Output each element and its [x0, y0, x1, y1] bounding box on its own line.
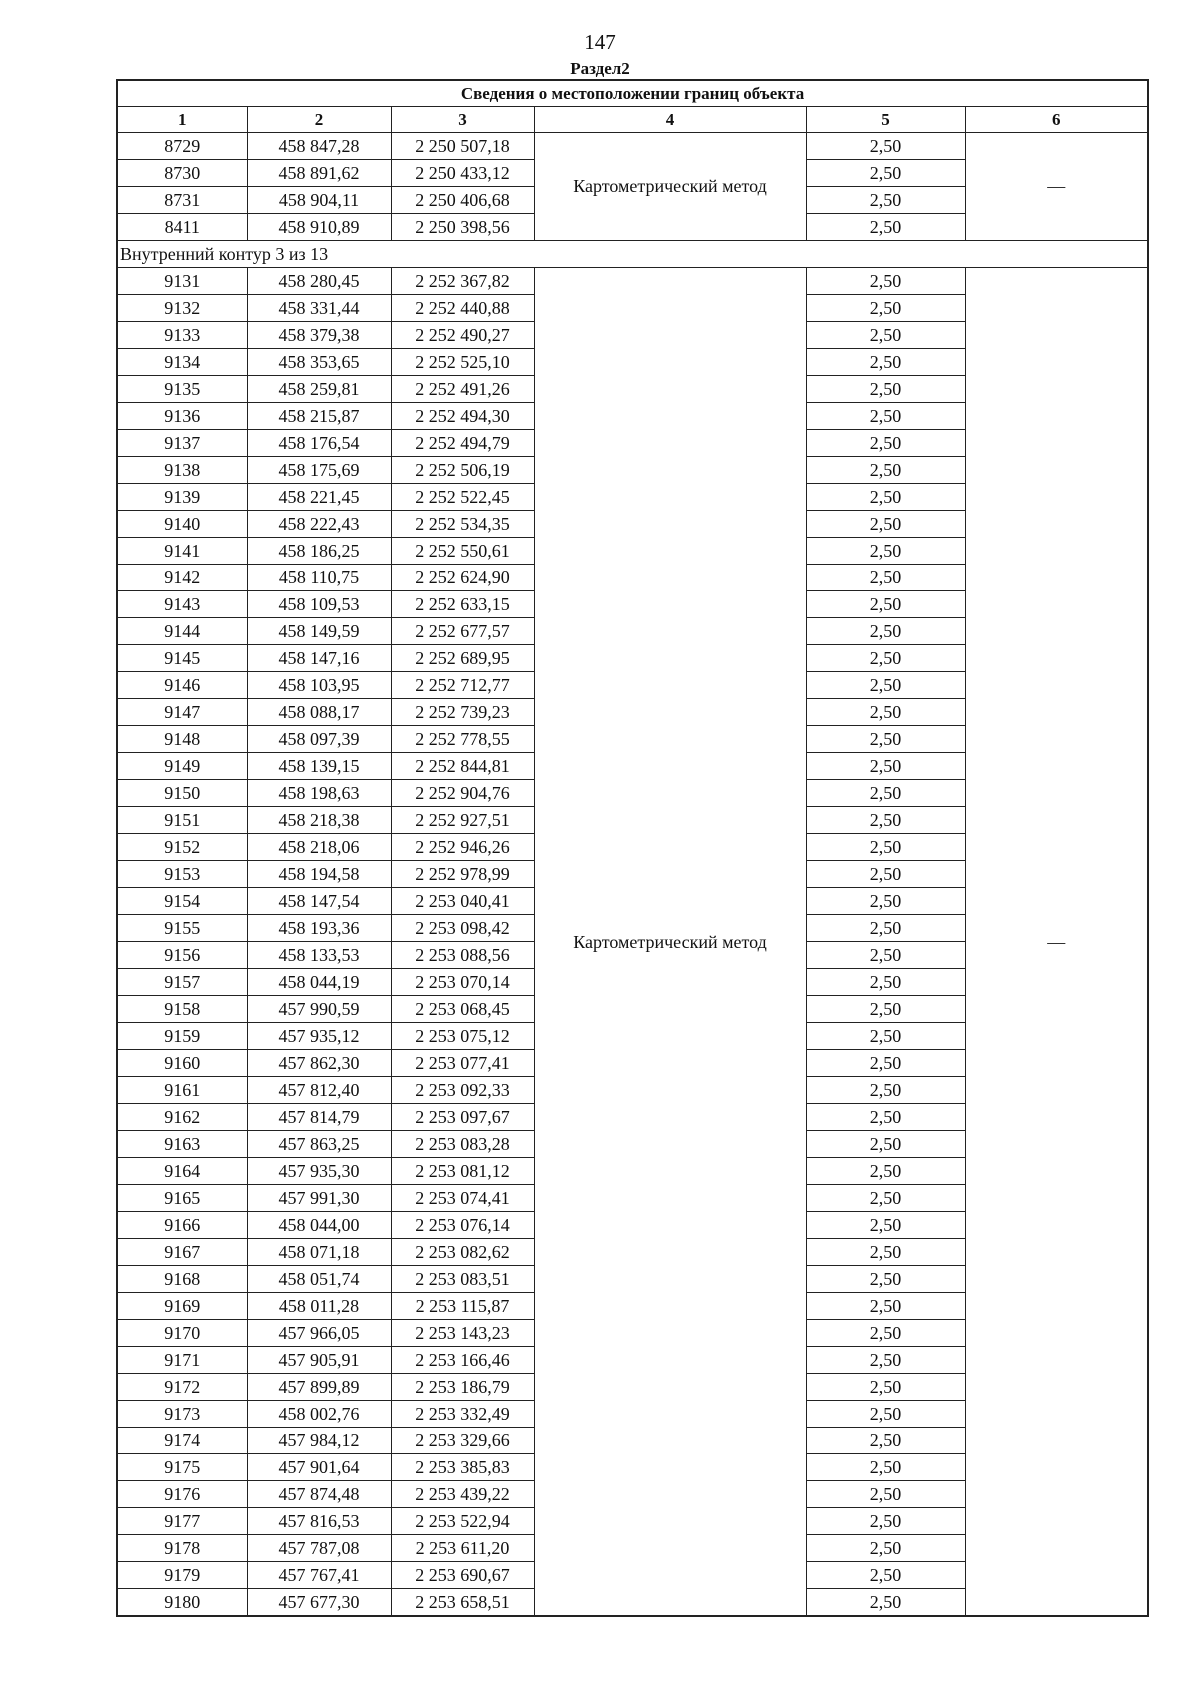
y-coordinate-cell: 2 253 098,42 — [391, 915, 534, 942]
y-coordinate-cell: 2 253 186,79 — [391, 1373, 534, 1400]
x-coordinate-cell: 458 175,69 — [247, 456, 391, 483]
point-number-cell: 9150 — [117, 780, 247, 807]
accuracy-cell: 2,50 — [806, 1292, 965, 1319]
point-number-cell: 9148 — [117, 726, 247, 753]
point-number-cell: 9149 — [117, 753, 247, 780]
x-coordinate-cell: 458 002,76 — [247, 1400, 391, 1427]
point-number-cell: 9154 — [117, 888, 247, 915]
accuracy-cell: 2,50 — [806, 672, 965, 699]
y-coordinate-cell: 2 252 550,61 — [391, 537, 534, 564]
y-coordinate-cell: 2 252 506,19 — [391, 456, 534, 483]
y-coordinate-cell: 2 253 082,62 — [391, 1238, 534, 1265]
point-number-cell: 9166 — [117, 1211, 247, 1238]
y-coordinate-cell: 2 253 083,28 — [391, 1130, 534, 1157]
y-coordinate-cell: 2 253 092,33 — [391, 1076, 534, 1103]
point-number-cell: 9146 — [117, 672, 247, 699]
x-coordinate-cell: 458 133,53 — [247, 942, 391, 969]
accuracy-cell: 2,50 — [806, 1238, 965, 1265]
y-coordinate-cell: 2 252 712,77 — [391, 672, 534, 699]
x-coordinate-cell: 458 186,25 — [247, 537, 391, 564]
accuracy-cell: 2,50 — [806, 1427, 965, 1454]
y-coordinate-cell: 2 252 778,55 — [391, 726, 534, 753]
point-number-cell: 9141 — [117, 537, 247, 564]
point-number-cell: 9137 — [117, 429, 247, 456]
y-coordinate-cell: 2 253 070,14 — [391, 969, 534, 996]
accuracy-cell: 2,50 — [806, 348, 965, 375]
point-number-cell: 9147 — [117, 699, 247, 726]
accuracy-cell: 2,50 — [806, 1346, 965, 1373]
y-coordinate-cell: 2 253 074,41 — [391, 1184, 534, 1211]
accuracy-cell: 2,50 — [806, 294, 965, 321]
x-coordinate-cell: 458 215,87 — [247, 402, 391, 429]
y-coordinate-cell: 2 250 507,18 — [391, 133, 534, 160]
accuracy-cell: 2,50 — [806, 1211, 965, 1238]
point-number-cell: 9167 — [117, 1238, 247, 1265]
point-number-cell: 9178 — [117, 1535, 247, 1562]
x-coordinate-cell: 457 767,41 — [247, 1562, 391, 1589]
y-coordinate-cell: 2 250 433,12 — [391, 159, 534, 186]
y-coordinate-cell: 2 252 494,30 — [391, 402, 534, 429]
accuracy-cell: 2,50 — [806, 753, 965, 780]
accuracy-cell: 2,50 — [806, 1130, 965, 1157]
x-coordinate-cell: 457 862,30 — [247, 1049, 391, 1076]
accuracy-cell: 2,50 — [806, 591, 965, 618]
accuracy-cell: 2,50 — [806, 1076, 965, 1103]
point-number-cell: 8730 — [117, 159, 247, 186]
y-coordinate-cell: 2 253 083,51 — [391, 1265, 534, 1292]
point-number-cell: 8731 — [117, 186, 247, 213]
contour-label-row — [117, 240, 1148, 267]
point-number-cell: 9135 — [117, 375, 247, 402]
column-header: 5 — [806, 107, 965, 133]
point-number-cell: 9136 — [117, 402, 247, 429]
accuracy-cell: 2,50 — [806, 321, 965, 348]
y-coordinate-cell: 2 253 075,12 — [391, 1022, 534, 1049]
accuracy-cell: 2,50 — [806, 1049, 965, 1076]
point-number-cell: 9162 — [117, 1103, 247, 1130]
accuracy-cell: 2,50 — [806, 267, 965, 294]
y-coordinate-cell: 2 253 332,49 — [391, 1400, 534, 1427]
x-coordinate-cell: 458 147,54 — [247, 888, 391, 915]
page-number: 147 — [584, 30, 616, 54]
point-number-cell: 9173 — [117, 1400, 247, 1427]
y-coordinate-cell: 2 253 081,12 — [391, 1157, 534, 1184]
x-coordinate-cell: 458 051,74 — [247, 1265, 391, 1292]
point-number-cell: 9168 — [117, 1265, 247, 1292]
accuracy-cell: 2,50 — [806, 1535, 965, 1562]
point-number-cell: 9131 — [117, 267, 247, 294]
x-coordinate-cell: 458 194,58 — [247, 861, 391, 888]
x-coordinate-cell: 458 071,18 — [247, 1238, 391, 1265]
x-coordinate-cell: 458 891,62 — [247, 159, 391, 186]
x-coordinate-cell: 458 331,44 — [247, 294, 391, 321]
accuracy-cell: 2,50 — [806, 213, 965, 240]
accuracy-cell: 2,50 — [806, 1508, 965, 1535]
x-coordinate-cell: 457 812,40 — [247, 1076, 391, 1103]
accuracy-cell: 2,50 — [806, 861, 965, 888]
accuracy-cell: 2,50 — [806, 483, 965, 510]
x-coordinate-cell: 458 259,81 — [247, 375, 391, 402]
accuracy-cell: 2,50 — [806, 699, 965, 726]
y-coordinate-cell: 2 253 040,41 — [391, 888, 534, 915]
column-header: 6 — [965, 107, 1148, 133]
x-coordinate-cell: 458 904,11 — [247, 186, 391, 213]
y-coordinate-cell: 2 252 946,26 — [391, 834, 534, 861]
x-coordinate-cell: 458 193,36 — [247, 915, 391, 942]
point-number-cell: 9172 — [117, 1373, 247, 1400]
column-header-row — [117, 107, 1148, 133]
y-coordinate-cell: 2 252 844,81 — [391, 753, 534, 780]
y-coordinate-cell: 2 252 739,23 — [391, 699, 534, 726]
accuracy-cell: 2,50 — [806, 618, 965, 645]
x-coordinate-cell: 457 899,89 — [247, 1373, 391, 1400]
table-title: Сведения о местоположении границ объекта — [117, 80, 1148, 107]
x-coordinate-cell: 457 991,30 — [247, 1184, 391, 1211]
y-coordinate-cell: 2 252 927,51 — [391, 807, 534, 834]
boundary-coordinates-table — [116, 79, 1149, 1617]
y-coordinate-cell: 2 252 534,35 — [391, 510, 534, 537]
point-number-cell: 9155 — [117, 915, 247, 942]
point-number-cell: 9164 — [117, 1157, 247, 1184]
point-number-cell: 9165 — [117, 1184, 247, 1211]
x-coordinate-cell: 458 221,45 — [247, 483, 391, 510]
y-coordinate-cell: 2 253 076,14 — [391, 1211, 534, 1238]
accuracy-cell: 2,50 — [806, 375, 965, 402]
accuracy-cell: 2,50 — [806, 1319, 965, 1346]
x-coordinate-cell: 457 901,64 — [247, 1454, 391, 1481]
accuracy-cell: 2,50 — [806, 1589, 965, 1616]
y-coordinate-cell: 2 253 088,56 — [391, 942, 534, 969]
accuracy-cell: 2,50 — [806, 1184, 965, 1211]
x-coordinate-cell: 457 966,05 — [247, 1319, 391, 1346]
table-row — [117, 133, 1148, 160]
accuracy-cell: 2,50 — [806, 969, 965, 996]
x-coordinate-cell: 457 787,08 — [247, 1535, 391, 1562]
x-coordinate-cell: 457 814,79 — [247, 1103, 391, 1130]
y-coordinate-cell: 2 252 494,79 — [391, 429, 534, 456]
x-coordinate-cell: 457 905,91 — [247, 1346, 391, 1373]
y-coordinate-cell: 2 253 611,20 — [391, 1535, 534, 1562]
x-coordinate-cell: 458 847,28 — [247, 133, 391, 160]
point-number-cell: 9134 — [117, 348, 247, 375]
point-number-cell: 9153 — [117, 861, 247, 888]
accuracy-cell: 2,50 — [806, 186, 965, 213]
x-coordinate-cell: 458 353,65 — [247, 348, 391, 375]
accuracy-cell: 2,50 — [806, 942, 965, 969]
accuracy-cell: 2,50 — [806, 1022, 965, 1049]
y-coordinate-cell: 2 253 143,23 — [391, 1319, 534, 1346]
y-coordinate-cell: 2 253 329,66 — [391, 1427, 534, 1454]
accuracy-cell: 2,50 — [806, 429, 965, 456]
y-coordinate-cell: 2 252 677,57 — [391, 618, 534, 645]
y-coordinate-cell: 2 252 633,15 — [391, 591, 534, 618]
point-number-cell: 9177 — [117, 1508, 247, 1535]
accuracy-cell: 2,50 — [806, 834, 965, 861]
x-coordinate-cell: 458 044,00 — [247, 1211, 391, 1238]
y-coordinate-cell: 2 253 439,22 — [391, 1481, 534, 1508]
y-coordinate-cell: 2 252 624,90 — [391, 564, 534, 591]
accuracy-cell: 2,50 — [806, 1400, 965, 1427]
y-coordinate-cell: 2 252 490,27 — [391, 321, 534, 348]
x-coordinate-cell: 458 910,89 — [247, 213, 391, 240]
x-coordinate-cell: 458 109,53 — [247, 591, 391, 618]
y-coordinate-cell: 2 250 398,56 — [391, 213, 534, 240]
column-header: 4 — [534, 107, 806, 133]
point-number-cell: 9132 — [117, 294, 247, 321]
accuracy-cell: 2,50 — [806, 159, 965, 186]
point-number-cell: 9175 — [117, 1454, 247, 1481]
accuracy-cell: 2,50 — [806, 726, 965, 753]
point-number-cell: 9144 — [117, 618, 247, 645]
y-coordinate-cell: 2 253 690,67 — [391, 1562, 534, 1589]
accuracy-cell: 2,50 — [806, 1157, 965, 1184]
table-row — [117, 267, 1148, 294]
y-coordinate-cell: 2 252 367,82 — [391, 267, 534, 294]
x-coordinate-cell: 458 103,95 — [247, 672, 391, 699]
y-coordinate-cell: 2 252 440,88 — [391, 294, 534, 321]
accuracy-cell: 2,50 — [806, 780, 965, 807]
y-coordinate-cell: 2 252 904,76 — [391, 780, 534, 807]
point-number-cell: 9145 — [117, 645, 247, 672]
y-coordinate-cell: 2 253 097,67 — [391, 1103, 534, 1130]
x-coordinate-cell: 458 088,17 — [247, 699, 391, 726]
point-number-cell: 9171 — [117, 1346, 247, 1373]
x-coordinate-cell: 458 280,45 — [247, 267, 391, 294]
point-number-cell: 9156 — [117, 942, 247, 969]
point-number-cell: 9143 — [117, 591, 247, 618]
method-cell: Картометрический метод — [534, 133, 806, 241]
x-coordinate-cell: 458 198,63 — [247, 780, 391, 807]
contour-label: Внутренний контур 3 из 13 — [117, 240, 1148, 267]
point-number-cell: 9158 — [117, 996, 247, 1023]
point-number-cell: 9160 — [117, 1049, 247, 1076]
point-number-cell: 9170 — [117, 1319, 247, 1346]
y-coordinate-cell: 2 252 525,10 — [391, 348, 534, 375]
point-number-cell: 9157 — [117, 969, 247, 996]
x-coordinate-cell: 458 110,75 — [247, 564, 391, 591]
accuracy-cell: 2,50 — [806, 1103, 965, 1130]
x-coordinate-cell: 457 935,30 — [247, 1157, 391, 1184]
accuracy-cell: 2,50 — [806, 915, 965, 942]
x-coordinate-cell: 458 097,39 — [247, 726, 391, 753]
point-number-cell: 9159 — [117, 1022, 247, 1049]
point-number-cell: 9152 — [117, 834, 247, 861]
point-number-cell: 9169 — [117, 1292, 247, 1319]
point-number-cell: 9179 — [117, 1562, 247, 1589]
y-coordinate-cell: 2 252 689,95 — [391, 645, 534, 672]
x-coordinate-cell: 457 677,30 — [247, 1589, 391, 1616]
point-number-cell: 9138 — [117, 456, 247, 483]
accuracy-cell: 2,50 — [806, 537, 965, 564]
y-coordinate-cell: 2 252 522,45 — [391, 483, 534, 510]
x-coordinate-cell: 457 984,12 — [247, 1427, 391, 1454]
x-coordinate-cell: 457 990,59 — [247, 996, 391, 1023]
table-body — [117, 80, 1148, 1616]
x-coordinate-cell: 458 149,59 — [247, 618, 391, 645]
point-number-cell: 9174 — [117, 1427, 247, 1454]
x-coordinate-cell: 457 863,25 — [247, 1130, 391, 1157]
accuracy-cell: 2,50 — [806, 1373, 965, 1400]
accuracy-cell: 2,50 — [806, 1562, 965, 1589]
x-coordinate-cell: 458 139,15 — [247, 753, 391, 780]
y-coordinate-cell: 2 252 978,99 — [391, 861, 534, 888]
y-coordinate-cell: 2 253 068,45 — [391, 996, 534, 1023]
x-coordinate-cell: 458 176,54 — [247, 429, 391, 456]
y-coordinate-cell: 2 253 385,83 — [391, 1454, 534, 1481]
y-coordinate-cell: 2 253 166,46 — [391, 1346, 534, 1373]
y-coordinate-cell: 2 250 406,68 — [391, 186, 534, 213]
accuracy-cell: 2,50 — [806, 996, 965, 1023]
point-number-cell: 9176 — [117, 1481, 247, 1508]
column-6-cell: — — [965, 267, 1148, 1616]
column-6-cell: — — [965, 133, 1148, 241]
x-coordinate-cell: 457 874,48 — [247, 1481, 391, 1508]
x-coordinate-cell: 458 379,38 — [247, 321, 391, 348]
y-coordinate-cell: 2 253 077,41 — [391, 1049, 534, 1076]
accuracy-cell: 2,50 — [806, 1454, 965, 1481]
y-coordinate-cell: 2 253 115,87 — [391, 1292, 534, 1319]
point-number-cell: 8411 — [117, 213, 247, 240]
column-header: 2 — [247, 107, 391, 133]
accuracy-cell: 2,50 — [806, 888, 965, 915]
accuracy-cell: 2,50 — [806, 456, 965, 483]
point-number-cell: 9133 — [117, 321, 247, 348]
x-coordinate-cell: 457 816,53 — [247, 1508, 391, 1535]
point-number-cell: 9180 — [117, 1589, 247, 1616]
point-number-cell: 9140 — [117, 510, 247, 537]
x-coordinate-cell: 458 218,06 — [247, 834, 391, 861]
accuracy-cell: 2,50 — [806, 1481, 965, 1508]
y-coordinate-cell: 2 253 522,94 — [391, 1508, 534, 1535]
point-number-cell: 8729 — [117, 133, 247, 160]
y-coordinate-cell: 2 252 491,26 — [391, 375, 534, 402]
point-number-cell: 9142 — [117, 564, 247, 591]
point-number-cell: 9151 — [117, 807, 247, 834]
point-number-cell: 9163 — [117, 1130, 247, 1157]
accuracy-cell: 2,50 — [806, 645, 965, 672]
method-cell: Картометрический метод — [534, 267, 806, 1616]
table-title-row — [117, 80, 1148, 107]
accuracy-cell: 2,50 — [806, 807, 965, 834]
accuracy-cell: 2,50 — [806, 402, 965, 429]
x-coordinate-cell: 457 935,12 — [247, 1022, 391, 1049]
column-header: 3 — [391, 107, 534, 133]
accuracy-cell: 2,50 — [806, 133, 965, 160]
section-title: Раздел2 — [570, 59, 630, 78]
x-coordinate-cell: 458 218,38 — [247, 807, 391, 834]
accuracy-cell: 2,50 — [806, 564, 965, 591]
accuracy-cell: 2,50 — [806, 1265, 965, 1292]
column-header: 1 — [117, 107, 247, 133]
point-number-cell: 9161 — [117, 1076, 247, 1103]
x-coordinate-cell: 458 044,19 — [247, 969, 391, 996]
x-coordinate-cell: 458 011,28 — [247, 1292, 391, 1319]
y-coordinate-cell: 2 253 658,51 — [391, 1589, 534, 1616]
accuracy-cell: 2,50 — [806, 510, 965, 537]
point-number-cell: 9139 — [117, 483, 247, 510]
x-coordinate-cell: 458 147,16 — [247, 645, 391, 672]
x-coordinate-cell: 458 222,43 — [247, 510, 391, 537]
